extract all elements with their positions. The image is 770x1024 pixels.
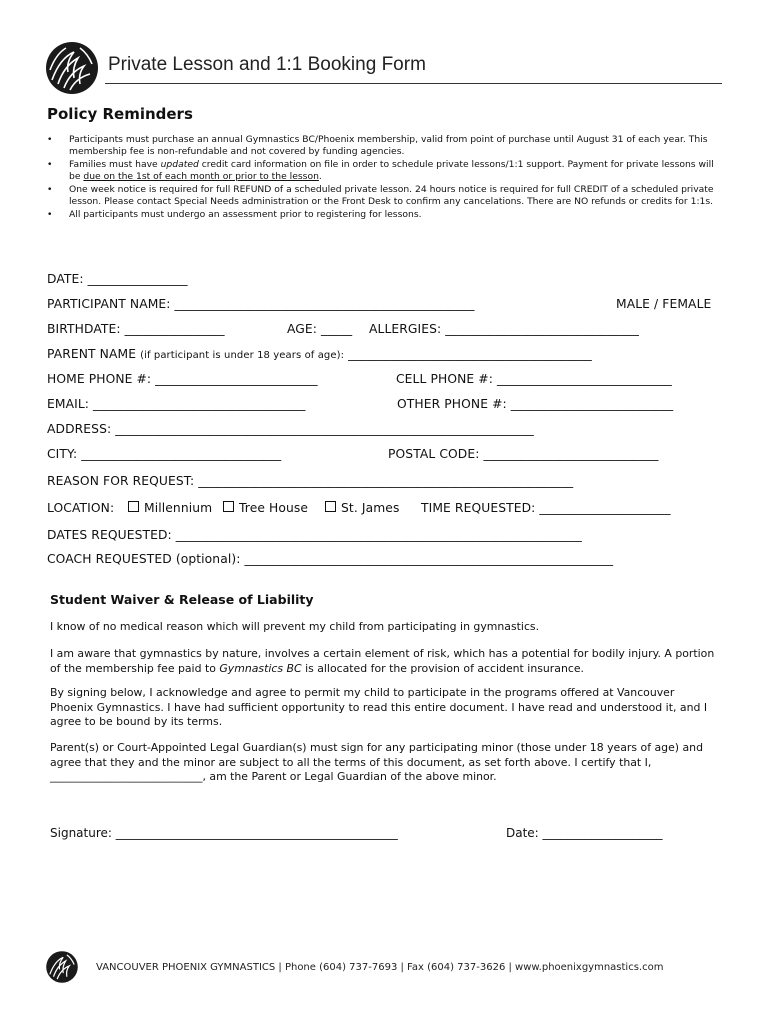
- reason-field[interactable]: REASON FOR REQUEST: ____________________________________________________________: [47, 474, 574, 488]
- city-field[interactable]: CITY: ________________________________: [47, 447, 282, 461]
- policy-item: • All participants must undergo an assessment prior to registering for lessons.: [47, 209, 422, 220]
- home-phone-field[interactable]: HOME PHONE #: __________________________: [47, 372, 318, 386]
- signature-field[interactable]: Signature: _______________________________________________: [50, 826, 398, 840]
- postal-code-field[interactable]: POSTAL CODE: ____________________________: [388, 447, 659, 461]
- policy-list: [47, 134, 727, 223]
- waiver-paragraph: Parent(s) or Court-Appointed Legal Guardian(s) must sign for any participating minor (those under 18 years of age) and agree that they and the minor are subject to all the terms of this document, as set forth above. I certify that I, ____________________________, am the Parent or Legal Guardian of the above minor.: [50, 741, 703, 783]
- page-title: Private Lesson and 1:1 Booking Form: [108, 54, 426, 75]
- time-requested-field[interactable]: TIME REQUESTED: _____________________: [421, 501, 671, 515]
- address-field[interactable]: ADDRESS: ___________________________________________________________________: [47, 422, 534, 436]
- policy-heading: Policy Reminders: [47, 105, 193, 123]
- parent-name-line: _______________________________________: [348, 347, 592, 361]
- phoenix-logo-icon: [44, 40, 100, 96]
- waiver-paragraph: I know of no medical reason which will prevent my child from participating in gymnastics.: [50, 620, 540, 633]
- checkbox-icon[interactable]: [128, 501, 139, 512]
- participant-name-field[interactable]: PARTICIPANT NAME: ________________________________________________: [47, 297, 475, 311]
- location-option-millennium[interactable]: Millennium: [128, 501, 212, 515]
- location-option-st-james[interactable]: St. James: [325, 501, 399, 515]
- policy-item: • Families must have updated credit card information on file in order to schedule private lessons/1:1 support. Payment for private lessons will be due on the 1st of each month or prior to the lesson.: [47, 159, 714, 182]
- footer-contact: VANCOUVER PHOENIX GYMNASTICS | Phone (604) 737-7693 | Fax (604) 737-3626 | www.phoenixgymnastics.com: [96, 962, 664, 973]
- age-field[interactable]: AGE: _____: [287, 322, 353, 336]
- parent-name-field[interactable]: [47, 347, 592, 361]
- cell-phone-field[interactable]: CELL PHONE #: ____________________________: [396, 372, 672, 386]
- policy-item: • Participants must purchase an annual Gymnastics BC/Phoenix membership, valid from point of purchase until August 31 of each year. This membership fee is non-refundable and not covered by funding agencies.: [47, 134, 708, 157]
- footer-phoenix-logo-icon: [45, 950, 79, 984]
- coach-requested-field[interactable]: COACH REQUESTED (optional): ___________________________________________________________: [47, 552, 614, 566]
- waiver-paragraph: By signing below, I acknowledge and agree to permit my child to participate in the programs offered at Vancouver Phoenix Gymnastics. I have had sufficient opportunity to read this entire document. I have read and understood it, and I agree to be bound by its terms.: [50, 686, 708, 728]
- location-label: LOCATION:: [47, 501, 115, 515]
- allergies-field[interactable]: ALLERGIES: _______________________________: [369, 322, 640, 336]
- parent-name-note: (if participant is under 18 years of age):: [140, 350, 345, 361]
- parent-name-label: PARENT NAME: [47, 347, 137, 361]
- title-divider: [105, 83, 722, 84]
- checkbox-icon[interactable]: [325, 501, 336, 512]
- other-phone-field[interactable]: OTHER PHONE #: __________________________: [397, 397, 674, 411]
- location-option-tree-house[interactable]: Tree House: [223, 501, 308, 515]
- email-field[interactable]: EMAIL: __________________________________: [47, 397, 306, 411]
- birthdate-field[interactable]: BIRTHDATE: ________________: [47, 322, 225, 336]
- waiver-paragraph: I am aware that gymnastics by nature, involves a certain element of risk, which has a potential for bodily injury. A portion of the membership fee paid to Gymnastics BC is allocated for the provision of accident insurance.: [50, 647, 715, 675]
- checkbox-icon[interactable]: [223, 501, 234, 512]
- date-field[interactable]: DATE: ________________: [47, 272, 188, 286]
- signature-date-field[interactable]: Date: ____________________: [506, 826, 663, 840]
- policy-item: • One week notice is required for full REFUND of a scheduled private lesson. 24 hours notice is required for full CREDIT of a scheduled private lesson. Please contact Special Needs administration or the Front Desk to confirm any cancelations. There are NO refunds or credits for 1:1s.: [47, 184, 714, 207]
- dates-requested-field[interactable]: DATES REQUESTED: _________________________________________________________________: [47, 528, 582, 542]
- waiver-heading: Student Waiver & Release of Liability: [50, 592, 314, 607]
- gender-field[interactable]: MALE / FEMALE: [616, 297, 712, 311]
